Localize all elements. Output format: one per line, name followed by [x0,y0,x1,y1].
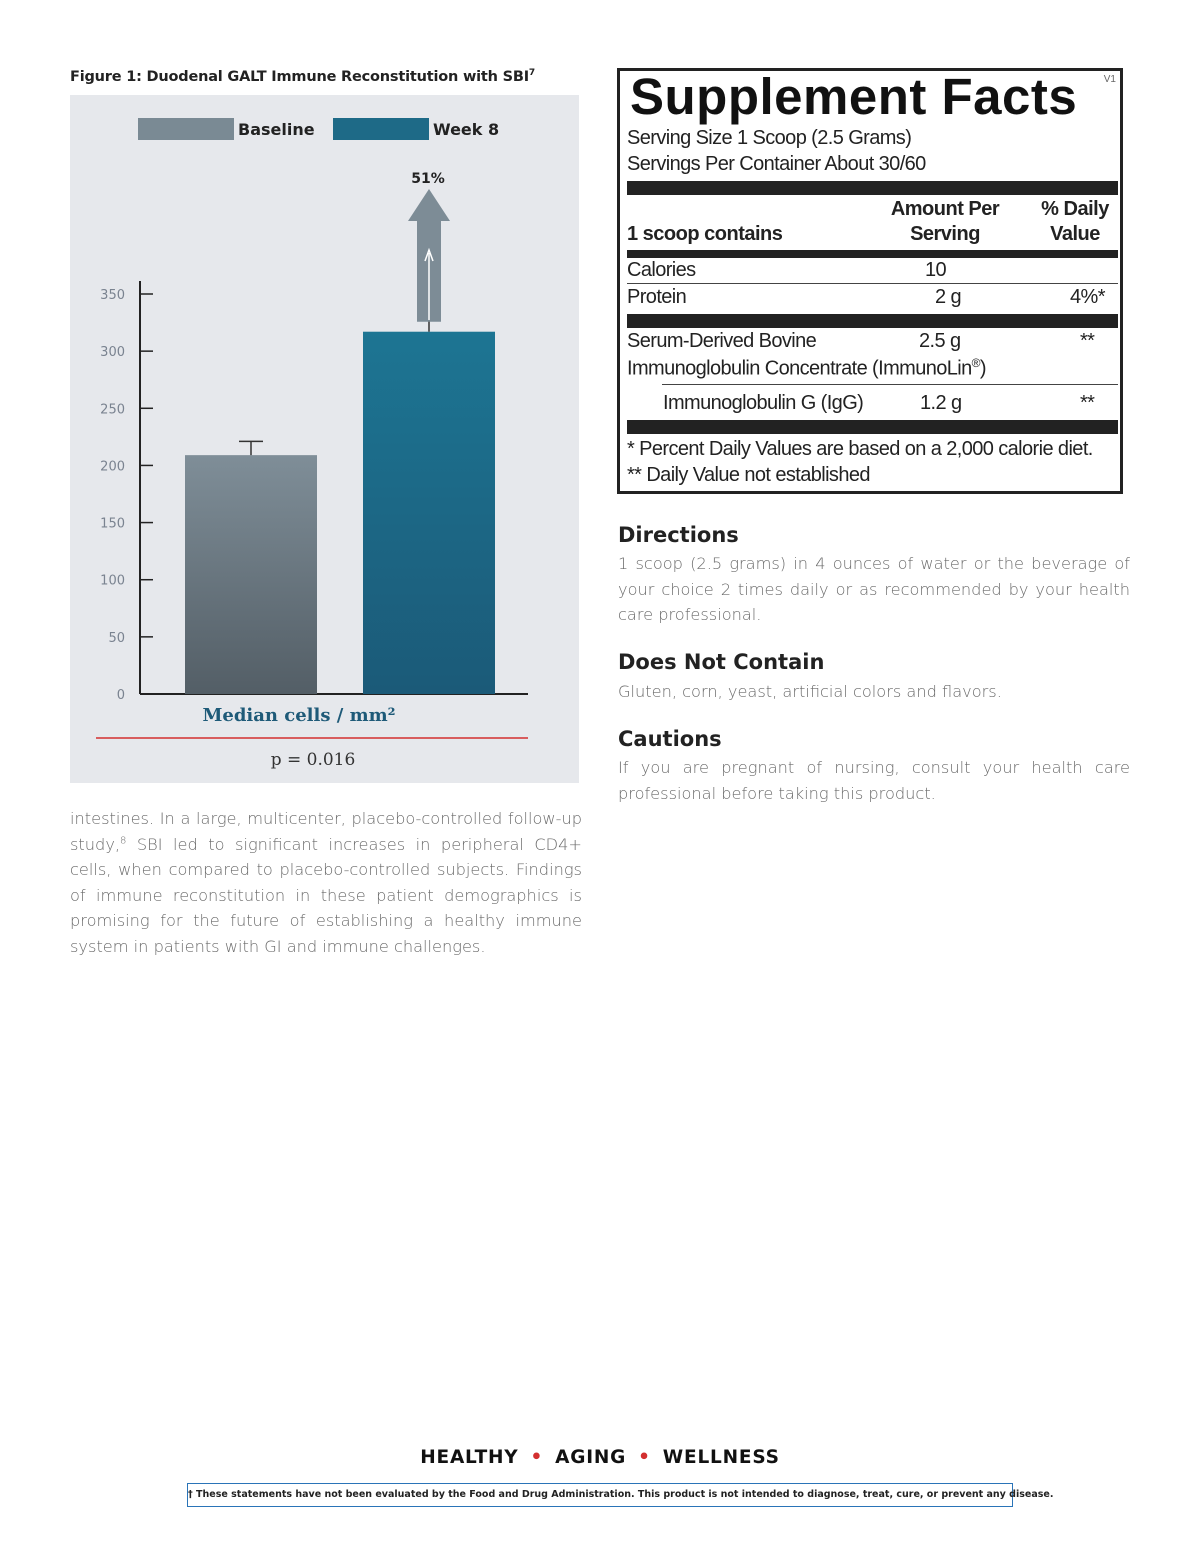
legend-label: Baseline [238,120,315,139]
thick-divider [627,420,1118,434]
footnote-not-established: ** Daily Value not established [627,464,870,486]
legend-swatch [333,118,429,140]
tagline-separator: • [638,1447,651,1468]
thick-divider [627,314,1118,328]
figure-title-ref: 7 [528,68,535,78]
y-tick-label: 50 [108,630,125,646]
legend-swatch [138,118,234,140]
body-text-ref: 8 [120,835,127,847]
cautions-text: If you are pregnant of nursing, consult your health care professional before taking this product. [618,758,1130,803]
header-amount-line-2: Serving [910,223,980,245]
row-igg-dv: ** [1080,392,1095,414]
figure-title-text: Figure 1: Duodenal GALT Immune Reconstitution with SBI [70,68,529,85]
body-text-part-1: intestines. In a large, multicenter, placebo-controlled follow-up study, [70,809,582,854]
row-sbi-name-2: Immunoglobulin Concentrate (ImmunoLin [627,357,972,380]
tagline-separator: • [530,1447,544,1468]
bars [185,318,495,694]
x-axis-label: Median cells / mm² [202,705,396,726]
y-tick-label: 200 [100,459,125,475]
supplement-facts-title: Supplement Facts [630,68,1078,125]
row-sbi-name-line-2 [627,356,986,381]
header-daily-value [1025,197,1125,247]
bar-chart [70,95,579,783]
does-not-contain-heading: Does Not Contain [618,650,825,674]
row-sbi-name: Serum-Derived Bovine [627,330,817,352]
y-tick-label: 100 [100,573,125,589]
medium-divider [627,250,1118,258]
directions-text: 1 scoop (2.5 grams) in 4 ounces of water or the beverage of your choice 2 times daily or as recommended by your health care professional. [618,554,1130,624]
y-tick-label: 0 [116,688,125,703]
footnote-daily-values: * Percent Daily Values are based on a 2,000 calorie diet. [627,438,1093,460]
row-igg-name: Immunoglobulin G (IgG) [663,392,864,414]
header-dv-line-2: Value [1050,223,1100,245]
chart-legend [138,118,499,140]
tagline-healthy: HEALTHY [420,1447,519,1468]
body-paragraph [70,806,582,959]
registered-mark: ® [971,356,980,370]
tagline-aging: AGING [555,1447,627,1468]
supplement-facts-panel [617,68,1123,494]
row-protein-amount: 2 g [935,286,962,308]
row-calories-name: Calories [627,259,696,281]
bar-week-8 [363,332,495,694]
header-amount-per-serving [875,197,1015,247]
header-amount-line-1: Amount Per [890,198,1000,220]
increase-arrow-icon [408,189,450,322]
thin-divider [662,384,1118,385]
row-sbi-amount: 2.5 g [919,330,961,352]
figure-title [70,68,535,85]
cautions-heading: Cautions [618,727,722,751]
y-tick-label: 250 [100,402,125,418]
fda-disclaimer: † These statements have not been evaluated by the Food and Drug Administration. This product is not intended to diagnose, treat, cure, or prevent any disease. [187,1483,1013,1507]
row-calories-amount: 10 [925,259,947,281]
y-tick-label: 300 [100,345,125,361]
serving-size: Serving Size 1 Scoop (2.5 Grams) [627,127,912,149]
increase-annotation: 51% [411,171,445,187]
row-sbi-dv: ** [1080,330,1095,352]
p-value: p = 0.016 [270,750,356,770]
directions-heading: Directions [618,523,739,547]
body-text-part-2: SBI led to significant increases in peripheral CD4+ cells, when compared to placebo-controlled subjects. Findings of immune reconstitution in these patient demographics is promising for the future of establishing a healthy immune system in patients with GI and immune challenges. [70,834,582,956]
row-protein-name: Protein [627,286,687,308]
legend-label: Week 8 [433,120,500,139]
row-sbi-name-2-end: ) [979,357,986,380]
thin-divider [627,283,1118,284]
chart-panel [70,95,579,783]
footer-tagline [0,1447,1200,1468]
header-contains: 1 scoop contains [627,223,783,245]
y-tick-label: 350 [100,288,125,303]
servings-per-container: Servings Per Container About 30/60 [627,153,926,175]
thick-divider [627,181,1118,195]
bar-baseline [185,455,317,694]
header-dv-line-1: % Daily [1041,198,1109,220]
version-label: V1 [1103,74,1116,85]
tagline-wellness: WELLNESS [662,1447,780,1468]
y-tick-label: 150 [100,516,125,532]
row-igg-amount: 1.2 g [920,392,962,414]
row-protein-dv: 4%* [1070,286,1105,308]
does-not-contain-text: Gluten, corn, yeast, artificial colors and flavors. [618,682,1002,701]
